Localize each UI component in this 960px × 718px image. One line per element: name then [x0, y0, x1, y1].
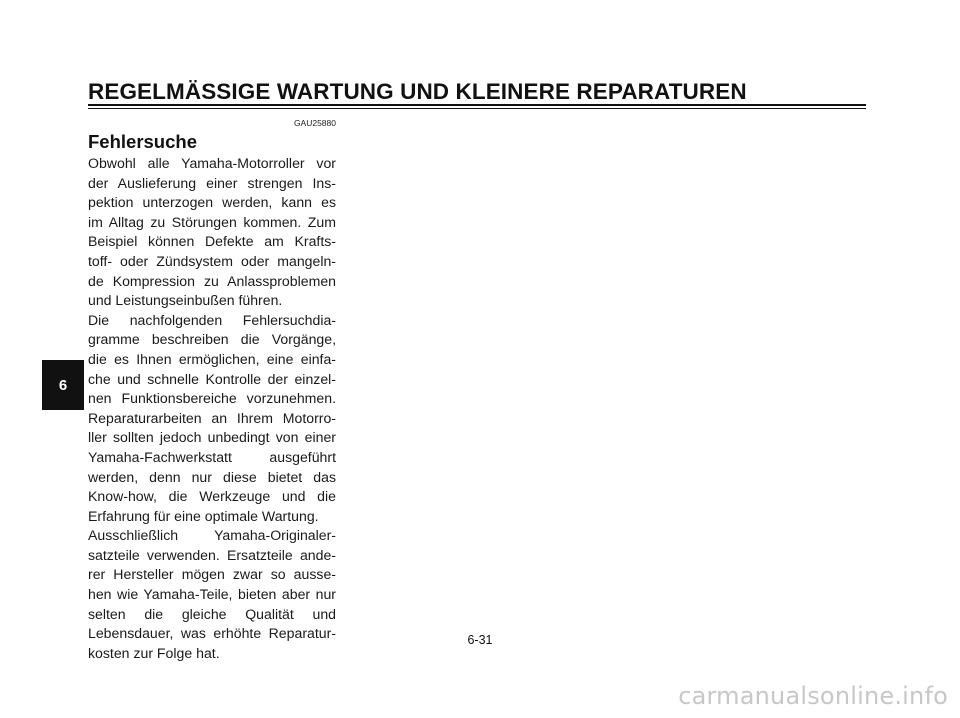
- text-line: ller sollten jedoch unbedingt von einer: [88, 429, 336, 446]
- header-rule-thin: [88, 108, 866, 109]
- text-line: Erfahrung für eine optimale Wartung.: [88, 507, 319, 524]
- text-line: de Kompression zu Anlassproblemen: [88, 272, 336, 289]
- page-title: REGELMÄSSIGE WARTUNG UND KLEINERE REPARATUREN: [88, 79, 747, 104]
- text-line: im Alltag zu Störungen kommen. Zum: [88, 213, 336, 230]
- text-line: der Auslieferung einer strengen Ins-: [88, 174, 336, 191]
- text-line: che und schnelle Kontrolle der einzel-: [88, 370, 336, 387]
- body-text: [88, 154, 336, 663]
- section-code: GAU25880: [293, 118, 336, 128]
- text-line: Reparaturarbeiten an Ihrem Motorro-: [88, 409, 336, 426]
- text-line: pektion unterzogen werden, kann es: [88, 194, 336, 211]
- text-line: hen wie Yamaha-Teile, bieten aber nur: [88, 586, 336, 603]
- header-rule-thick: [88, 104, 866, 106]
- text-line: die es Ihnen ermöglichen, eine einfa-: [88, 350, 336, 367]
- text-line: Ausschließlich Yamaha-Originaler-: [88, 527, 336, 544]
- text-line: satzteile verwenden. Ersatzteile ande-: [88, 546, 336, 563]
- text-line: Die nachfolgenden Fehlersuchdia-: [88, 311, 336, 328]
- text-line: Obwohl alle Yamaha-Motorroller vor: [88, 155, 336, 171]
- chapter-tab-label: 6: [58, 376, 68, 394]
- text-line: Yamaha-Fachwerkstatt ausgeführt: [88, 448, 336, 465]
- text-line: selten die gleiche Qualität und: [88, 605, 336, 622]
- section-heading: Fehlersuche: [88, 131, 197, 152]
- text-line: gramme beschreiben die Vorgänge,: [88, 331, 336, 348]
- text-line: Lebensdauer, was erhöhte Reparatur-: [88, 625, 336, 642]
- text-line: rer Hersteller mögen zwar so ausse-: [88, 566, 336, 583]
- text-line: Know-how, die Werkzeuge und die: [88, 488, 336, 505]
- watermark: carmanualsonline.info: [678, 682, 948, 710]
- text-line: nen Funktionsbereiche vorzunehmen.: [88, 390, 336, 407]
- text-line: kosten zur Folge hat.: [88, 644, 220, 661]
- text-line: werden, denn nur diese bietet das: [88, 468, 336, 485]
- text-line: toff- oder Zündsystem oder mangeln-: [88, 252, 336, 269]
- text-line: Beispiel können Defekte am Krafts-: [88, 233, 336, 250]
- page-number: 6-31: [467, 633, 493, 647]
- text-line: und Leistungseinbußen führen.: [88, 292, 283, 309]
- chapter-tab: [42, 360, 84, 410]
